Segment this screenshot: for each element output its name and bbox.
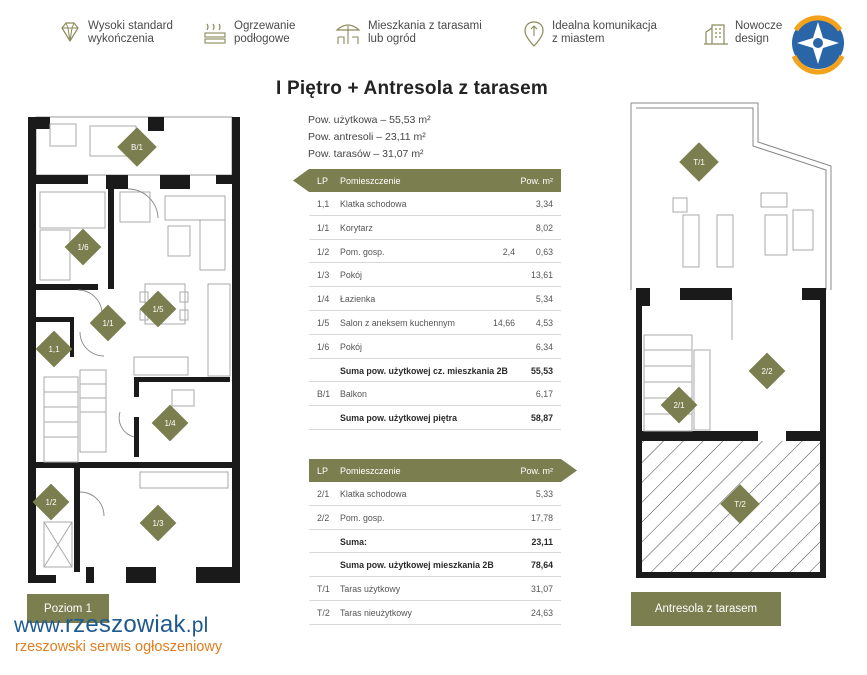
room-area: 58,87	[530, 413, 553, 424]
room-area: 5,34	[535, 294, 553, 305]
feature-line: wykończenia	[88, 33, 154, 45]
room-name: Salon z aneksem kuchennym	[340, 317, 455, 328]
room-name: Korytarz	[340, 222, 373, 233]
table-row	[309, 287, 561, 311]
floor-plan-level-1	[20, 112, 245, 584]
table-row	[309, 359, 561, 383]
feature-line: Nowocze	[735, 20, 783, 32]
room-label: 1,1	[48, 345, 60, 354]
room-number: 1/6	[317, 341, 330, 352]
room-extra-area: 14,66	[492, 317, 515, 328]
table-header	[293, 459, 577, 482]
feature-line: design	[735, 33, 769, 45]
room-label: 1/1	[102, 319, 114, 328]
room-number: T/1	[317, 584, 330, 595]
room-label: T/2	[734, 500, 746, 509]
room-area: 13,61	[530, 270, 553, 281]
room-area: 55,53	[530, 365, 553, 376]
room-label: 1/3	[152, 519, 164, 528]
header-area: Pow. m²	[520, 176, 553, 186]
table-row	[309, 192, 561, 216]
floor-plan-mezzanine	[628, 100, 838, 582]
room-number: 2/1	[317, 489, 330, 499]
table-row	[309, 240, 561, 264]
room-name: Klatka schodowa	[340, 199, 407, 209]
room-name: Pom. gosp.	[340, 246, 385, 257]
map-pin-icon	[522, 20, 546, 48]
room-area: 17,78	[530, 512, 553, 523]
room-number: 1/5	[317, 317, 330, 328]
table-row	[309, 530, 561, 554]
room-label: 1/5	[152, 305, 164, 314]
table-header	[293, 169, 577, 192]
room-label: 1/6	[77, 243, 89, 252]
header-lp: LP	[317, 466, 329, 476]
room-name: Suma pow. użytkowej mieszkania 2B	[340, 560, 494, 571]
room-area: 8,02	[535, 222, 553, 233]
feature-line: lub ogród	[368, 33, 416, 45]
room-area: 23,11	[531, 536, 553, 547]
room-area: 78,64	[530, 560, 553, 571]
table-row	[309, 553, 561, 577]
building-icon	[703, 20, 729, 46]
diamond-icon	[58, 20, 82, 46]
feature-line: Wysoki standard	[88, 20, 173, 32]
room-number: 1/1	[317, 222, 330, 233]
room-number: 2/2	[317, 512, 330, 523]
room-label: T/1	[693, 158, 705, 167]
table-row	[309, 335, 561, 359]
terrace-outline	[631, 103, 831, 290]
room-number: 1/2	[317, 246, 330, 257]
room-name: Balkon	[340, 389, 367, 400]
room-area: 6,34	[535, 341, 553, 352]
room-name: Suma pow. użytkowej piętra	[340, 413, 457, 424]
table-row	[309, 216, 561, 240]
room-name: Pokój	[340, 341, 363, 352]
room-name: Łazienka	[340, 294, 376, 305]
room-label: 1/4	[164, 419, 176, 428]
level-label	[631, 592, 781, 626]
room-name: Suma pow. użytkowej cz. mieszkania 2B	[340, 365, 508, 376]
area-line: Pow. użytkowa – 55,53 m²	[308, 114, 431, 126]
room-name: Pom. gosp.	[340, 512, 385, 523]
room-extra-area: 2,4	[502, 246, 515, 257]
area-summary	[308, 112, 431, 163]
feature-line: Ogrzewanie	[234, 20, 296, 32]
feature-line: Idealna komunikacja	[552, 20, 657, 32]
room-label: 2/1	[673, 401, 685, 410]
level-label-text: Antresola z tarasem	[654, 603, 758, 615]
floor-heating-icon	[202, 20, 228, 46]
feature-communication	[522, 20, 657, 48]
room-number: 1,1	[317, 199, 330, 209]
room-area: 6,17	[535, 389, 553, 400]
room-area: 5,33	[535, 489, 553, 499]
header-name: Pomieszczenie	[340, 176, 401, 186]
table-row	[309, 601, 561, 625]
watermark-suffix: .pl	[185, 614, 209, 637]
table-row	[309, 577, 561, 601]
feature-design	[703, 20, 782, 46]
feature-heating	[202, 20, 295, 46]
header-area: Pow. m²	[520, 466, 553, 476]
header-name: Pomieszczenie	[340, 466, 401, 476]
feature-line: z miastem	[552, 33, 605, 45]
room-name: Pokój	[340, 270, 363, 281]
room-number: T/2	[317, 607, 330, 618]
feature-standard	[58, 20, 173, 46]
feature-line: podłogowe	[234, 33, 290, 45]
watermark-name: rzeszowiak	[64, 611, 186, 638]
table-row	[309, 406, 561, 430]
level-label-text: Poziom 1	[44, 602, 92, 615]
table-row	[309, 382, 561, 406]
room-name: Taras nieużytkowy	[340, 607, 412, 618]
watermark-prefix: www.	[14, 614, 65, 637]
room-name: Klatka schodowa	[340, 489, 407, 499]
page-title: I Piętro + Antresola z tarasem	[276, 78, 548, 99]
room-area: 24,63	[530, 607, 553, 618]
room-area: 4,53	[535, 317, 553, 328]
rooms-table-mezzanine	[293, 459, 577, 625]
table-row	[309, 263, 561, 287]
header-lp: LP	[317, 176, 329, 186]
terrace-umbrella-icon	[334, 20, 362, 46]
watermark-url[interactable]	[14, 611, 208, 639]
furniture	[644, 193, 813, 431]
feature-terraces	[334, 20, 482, 46]
room-name: Taras użytkowy	[340, 584, 401, 595]
table-row	[309, 311, 561, 335]
room-name: Suma:	[340, 536, 367, 547]
room-label: 2/2	[761, 367, 773, 376]
city-logo-icon	[790, 10, 846, 78]
room-label: B/1	[130, 143, 144, 152]
room-area: 0,63	[535, 246, 553, 257]
room-number: B/1	[317, 389, 331, 400]
room-area: 3,34	[535, 199, 553, 209]
table-row	[309, 482, 561, 506]
room-label: 1/2	[45, 498, 57, 507]
table-row	[309, 506, 561, 530]
rooms-table-level-1	[293, 169, 577, 430]
area-line: Pow. antresoli – 23,11 m²	[308, 131, 426, 143]
feature-line: Mieszkania z tarasami	[368, 20, 482, 32]
watermark-subtitle: rzeszowski serwis ogłoszeniowy	[15, 639, 223, 655]
room-number: 1/3	[317, 270, 330, 281]
area-line: Pow. tarasów – 31,07 m²	[308, 148, 424, 160]
room-number: 1/4	[317, 294, 330, 305]
room-area: 31,07	[530, 584, 553, 595]
